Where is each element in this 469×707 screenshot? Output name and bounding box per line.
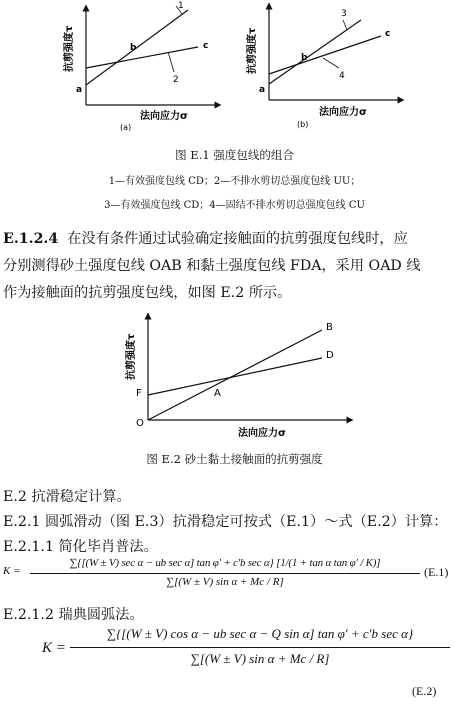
figure-e1-caption: 图 E.1 强度包线的组合 — [175, 148, 294, 162]
equation-e2-number: (E.2) — [412, 684, 437, 698]
e2-xlabel: 法向应力σ — [238, 428, 286, 439]
e1b-label-3: 3 — [341, 9, 347, 19]
e2-label-F: F — [136, 388, 142, 399]
e1a-point-c: c — [203, 41, 209, 51]
e1b-point-b: b — [301, 53, 308, 63]
e2-line-FD — [148, 358, 322, 395]
figure-e2 — [118, 312, 358, 442]
equation-e1-denominator: ∑[(W ± V) sin α + Mc / R] — [166, 576, 284, 588]
e1b-ylabel: 抗剪强度τ — [247, 27, 258, 74]
e1a-xlabel: 法向应力σ — [140, 111, 188, 122]
equation-e2-lhs: K = — [42, 640, 66, 656]
e1b-sublabel: (b) — [297, 120, 309, 129]
e1b-point-c: c — [385, 29, 391, 39]
paragraph-e124 — [3, 226, 421, 307]
equation-e2-numerator: ∑{[(W ± V) cos α − ub sec α − Q sin α] tan φ′ + c′b sec α} — [106, 626, 414, 641]
equation-e1-numerator: ∑{[(W ± V) sec α − ub sec α] tan φ′ + c′b sec α} [1/(1 + tan α tan φ′ / K)] — [69, 557, 381, 569]
equation-e2-fraction-bar — [70, 647, 450, 648]
heading-e212: E.2.1.2 瑞典圆弧法。 — [3, 607, 144, 623]
paragraph-e124-line1: 在没有条件通过试验确定接触面的抗剪强度包线时，应 — [67, 231, 408, 247]
figure-e1-legend-line2: 3—有效强度包线 CD；4—固结不排水剪切总强度包线 CU — [104, 200, 365, 211]
heading-e211: E.2.1.1 简化毕肖普法。 — [3, 539, 158, 555]
equation-e1-lhs: K = — [3, 565, 21, 577]
e1b-point-a: a — [259, 85, 266, 95]
e1b-leader-4 — [323, 58, 339, 68]
e2-label-O: O — [136, 418, 144, 429]
paragraph-e124-line2: 分别测得砂土强度包线 OAB 和黏土强度包线 FDA，采用 OAD 线 — [3, 258, 421, 274]
paragraph-e124-number: E.1.2.4 — [3, 231, 59, 247]
equation-e1-fraction-bar — [30, 573, 420, 574]
e1a-point-b: b — [130, 43, 137, 53]
e2-label-D: D — [326, 350, 334, 361]
heading-e21: E.2.1 圆弧滑动（图 E.3）抗滑稳定可按式（E.1）～式（E.2）计算： — [3, 514, 448, 530]
e2-line-OB — [148, 330, 322, 420]
e1a-point-a: a — [76, 85, 83, 95]
e2-label-B: B — [326, 322, 333, 333]
e1a-label-2: 2 — [173, 75, 179, 85]
e1a-line-1 — [86, 10, 188, 85]
equation-e1-number: (E.1) — [424, 565, 449, 579]
equation-e2-denominator: ∑[(W ± V) sin α + Mc / R] — [190, 651, 330, 666]
paragraph-e124-line3: 作为接触面的抗剪强度包线，如图 E.2 所示。 — [3, 285, 292, 301]
e1a-leader-2 — [168, 52, 174, 72]
e2-label-A: A — [214, 388, 221, 399]
figure-e1b — [243, 0, 413, 132]
figure-e1-legend-line1: 1—有效强度包线 CD；2—不排水剪切总强度包线 UU； — [108, 176, 361, 187]
figure-e1a — [58, 0, 228, 132]
e1a-ylabel: 抗剪强度τ — [64, 25, 75, 72]
e1a-sublabel: (a) — [120, 123, 132, 132]
figure-e2-caption: 图 E.2 砂土黏土接触面的抗剪强度 — [146, 452, 323, 466]
e2-ylabel: 抗剪强度τ — [126, 333, 137, 380]
e1b-leader-3 — [343, 20, 347, 30]
e1a-line-2 — [86, 47, 198, 68]
e1b-xlabel: 法向应力σ — [319, 107, 367, 118]
e1b-label-4: 4 — [339, 71, 345, 81]
heading-e2: E.2 抗滑稳定计算。 — [3, 489, 131, 505]
e1a-label-1: 1 — [178, 1, 184, 11]
e1b-line-4 — [269, 36, 381, 74]
